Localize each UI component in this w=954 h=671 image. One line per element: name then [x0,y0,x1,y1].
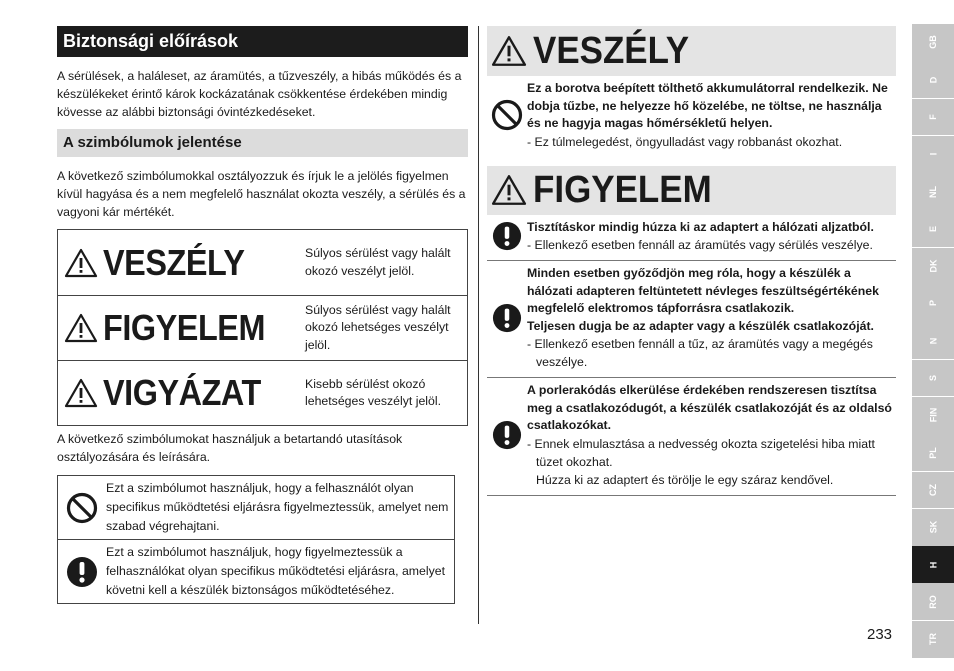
tab-sk[interactable]: SK [912,509,954,546]
warning-triangle-icon [64,248,98,278]
level-row-danger [58,230,467,295]
tab-s[interactable]: S [912,360,954,397]
symbol-text: Ezt a szimbólumot használjuk, hogy figyelmeztessük a felhasználókat olyan specifikus működtetési eljárásra, amelyet követni kell a készülék biztonságos működtetéséhez. [106,545,446,597]
level-word: VESZÉLY [103,241,245,283]
warning-bold-text: Teljesen dugja be az adapter vagy a készülék csatlakozóját. [527,318,874,333]
section-title: Biztonsági előírások [57,26,468,57]
warning-triangle-icon [491,174,527,206]
danger-item [487,76,896,157]
tab-tr[interactable]: TR [912,621,954,658]
symbol-row-prohibition [58,476,454,539]
tab-f[interactable]: F [912,99,954,136]
prohibition-icon [491,99,523,131]
tab-cz[interactable]: CZ [912,472,954,509]
warning-triangle-icon [491,35,527,67]
tab-p[interactable]: P [912,285,954,322]
mandatory-icon [492,420,522,450]
warning-bold-text: A porlerakódás elkerülése érdekében rendszeresen tisztítsa meg a csatlakozódugót, a készülék csatlakozóját és az oldalsó csatlakozókat. [527,383,892,432]
warning-triangle-icon [64,378,98,408]
mandatory-icon [492,221,522,251]
symbol-row-mandatory [58,539,454,603]
column-divider [478,26,479,624]
subsection-title: A szimbólumok jelentése [57,129,468,157]
warning-bold-text: Tisztításkor mindig húzza ki az adaptert a hálózati aljzatból. [527,219,874,234]
level-row-caution [58,360,467,425]
level-row-warning [58,295,467,360]
level-desc: Súlyos sérülést vagy halált okozó veszélyt jelöl. [305,246,451,278]
warning-bold-text: Minden esetben győződjön meg róla, hogy a készülék a hálózati adapteren feltüntetett névleges feszültségértékének megfelelő elektromos tápforrásra csatlakozik. [527,266,879,315]
warning-item [487,378,896,496]
tab-ro[interactable]: RO [912,583,954,620]
intro-paragraph: A sérülések, a haláleset, az áramütés, a tűzveszély, a hibás működés és a készülékeket érintő károk kockázatának csökkentése érdekében mindig kövesse az alábbi biztonsági óvintézkedéseket. [57,69,462,119]
danger-bold-text: Ez a borotva beépített tölthető akkumulátorral rendelkezik. Ne dobja tűzbe, ne helyezze hő közelébe, ne töltse, ne használja és ne hagyja magas hőmérsékletű helyen. [527,81,888,130]
page-number: 233 [867,626,893,643]
tab-d[interactable]: D [912,61,954,98]
right-column [487,26,896,496]
level-word: VIGYÁZAT [103,372,261,413]
tab-h[interactable]: H [912,546,954,583]
tab-pl[interactable]: PL [912,434,954,471]
level-desc: Kisebb sérülést okozó lehetséges veszélyt jelöl. [305,376,442,408]
level-desc: Súlyos sérülést vagy halált okozó lehetséges veszélyt jelöl. [305,302,451,352]
tab-n[interactable]: N [912,322,954,359]
tab-fin[interactable]: FIN [912,397,954,434]
tab-i[interactable]: I [912,136,954,173]
instructions-intro: A következő szimbólumokat használjuk a betartandó utasítások osztályozására és leírására. [57,432,403,464]
language-tabs [912,24,954,658]
warning-banner-title: FIGYELEM [533,168,712,211]
symbol-text: Ezt a szimbólumot használjuk, hogy a felhasználót olyan specifikus működtetési eljárásra figyelmeztessük, amelyet nem szabad végrehajtani. [106,481,449,533]
tab-gb[interactable]: GB [912,24,954,61]
warning-note: - Ennek elmulasztása a nedvesség okozta szigetelési hiba miatt tüzet okozhat. [527,436,875,469]
symbols-intro: A következő szimbólumokkal osztályozzuk és írjuk le a jelölés figyelmen kívül hagyása és a nem megfelelő használat okozta veszély, a sérülés és a vagyoni kár mértékét. [57,169,466,219]
warning-note: - Ellenkező esetben fennáll a tűz, az áramütés vagy a megégés veszélye. [527,337,873,369]
mandatory-icon [66,556,98,588]
tab-nl[interactable]: NL [912,173,954,210]
danger-banner [487,26,896,76]
symbol-table [57,475,455,604]
hazard-levels-table [57,229,468,426]
warning-note: Húzza ki az adaptert és törölje le egy száraz kendővel. [536,472,834,487]
warning-item [487,261,896,378]
warning-note: - Ellenkező esetben fennáll az áramütés vagy sérülés veszélye. [527,238,873,252]
tab-e[interactable]: E [912,210,954,247]
mandatory-icon [492,303,522,333]
danger-note: - Ez túlmelegedést, öngyulladást vagy robbanást okozhat. [527,134,843,149]
tab-dk[interactable]: DK [912,248,954,285]
warning-triangle-icon [64,313,98,343]
warning-item [487,215,896,262]
level-word: FIGYELEM [103,307,266,348]
prohibition-icon [66,492,98,524]
danger-banner-title: VESZÉLY [533,29,690,72]
left-column [57,26,468,604]
warning-banner [487,166,896,215]
